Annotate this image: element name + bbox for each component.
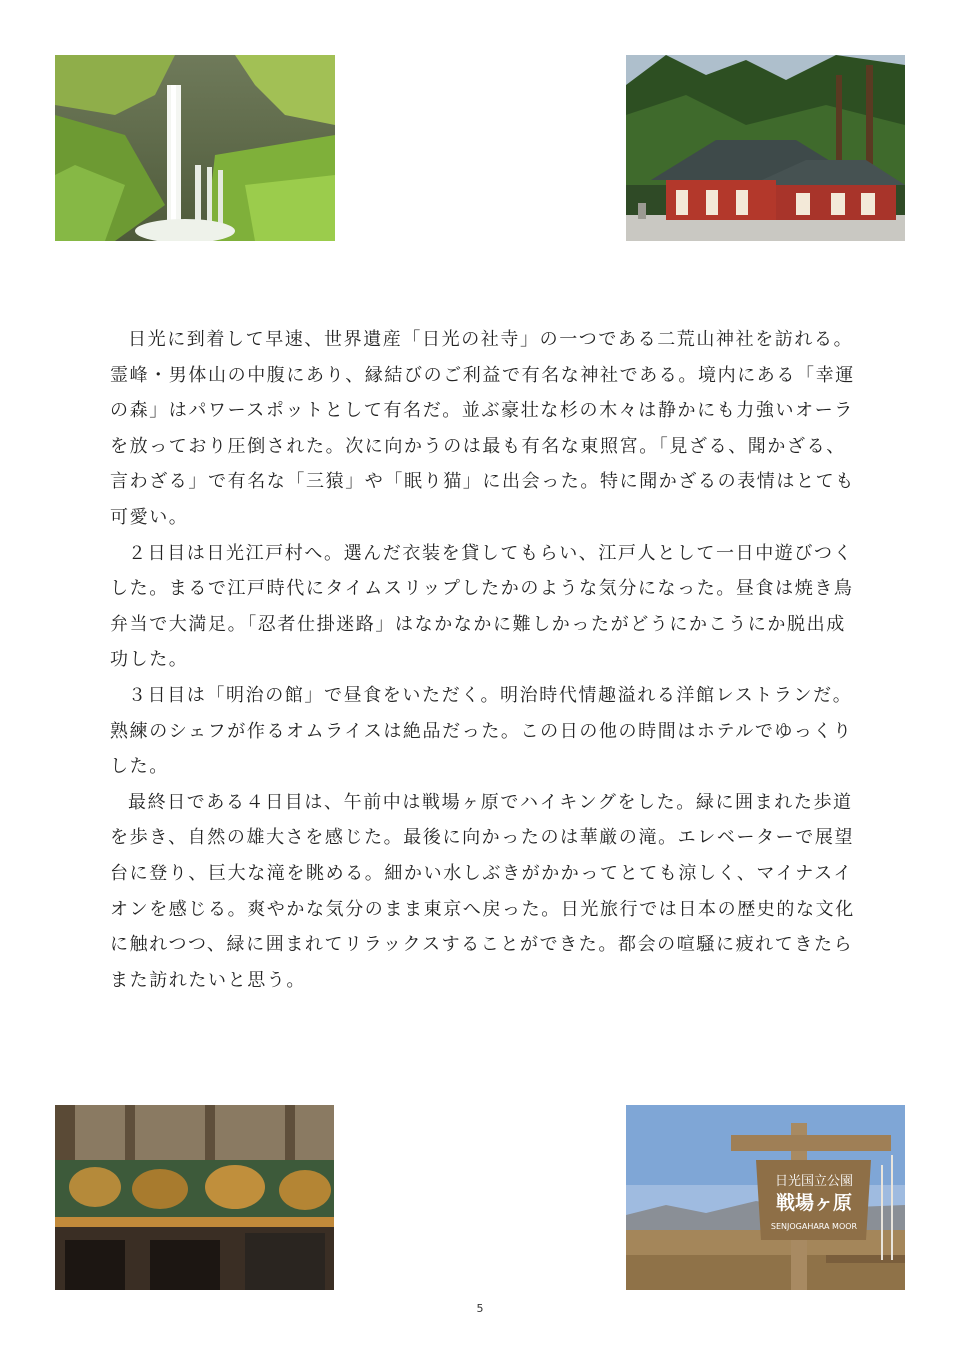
- senjogahara-signpost-photo: [626, 1105, 905, 1290]
- waterfall-photo: [55, 55, 335, 241]
- essay-body: [110, 322, 855, 998]
- sign-place-name: 戦場ヶ原: [775, 1192, 853, 1214]
- paragraph-day3: ３日目は「明治の館」で昼食をいただく。明治時代情趣溢れる洋館レストランだ。熟練のシェフが作るオムライスは絶品だった。この日の他の時間はホテルでゆっくりした。: [110, 684, 853, 778]
- shrine-photo: [626, 55, 905, 241]
- paragraph-day4: 最終日である４日目は、午前中は戦場ヶ原でハイキングをした。緑に囲まれた歩道を歩き、自然の雄大さを感じた。最後に向かったのは華厳の滝。エレベーターで展望台に登り、巨大な滝を眺める。細かい水しぶきがかかってとても涼しく、マイナスイオンを感じる。爽やかな気分のまま東京へ戻った。日光旅行では日本の歴史的な文化に触れつつ、緑に囲まれてリラックスすることができた。都会の喧騒に疲れてきたらまた訪れたいと思う。: [110, 791, 855, 991]
- paragraph-day1: 日光に到着して早速、世界遺産「日光の社寺」の一つである二荒山神社を訪れる。霊峰・男体山の中腹にあり、縁結びのご利益で有名な神社である。境内にある「幸運の森」はパワースポットとして有名だ。並ぶ豪壮な杉の木々は静かにも力強いオーラを放っており圧倒された。次に向かうのは最も有名な東照宮。「見ざる、聞かざる、言わざる」で有名な「三猿」や「眠り猫」に出会った。特に聞かざるの表情はとても可愛い。: [110, 329, 855, 528]
- paragraph-day2: ２日目は日光江戸村へ。選んだ衣装を貸してもらい、江戸人として一日中遊びつくした。まるで江戸時代にタイムスリップしたかのような気分になった。昼食は焼き鳥弁当で大満足。「忍者仕掛迷路」はなかなかに難しかったがどうにかこうにか脱出成功した。: [110, 542, 854, 671]
- sign-english-name: SENJOGAHARA MOOR: [770, 1222, 858, 1231]
- three-monkeys-carving-photo: [55, 1105, 334, 1290]
- sign-park-name: 日光国立公園: [774, 1174, 854, 1189]
- page-number: 5: [476, 1302, 484, 1315]
